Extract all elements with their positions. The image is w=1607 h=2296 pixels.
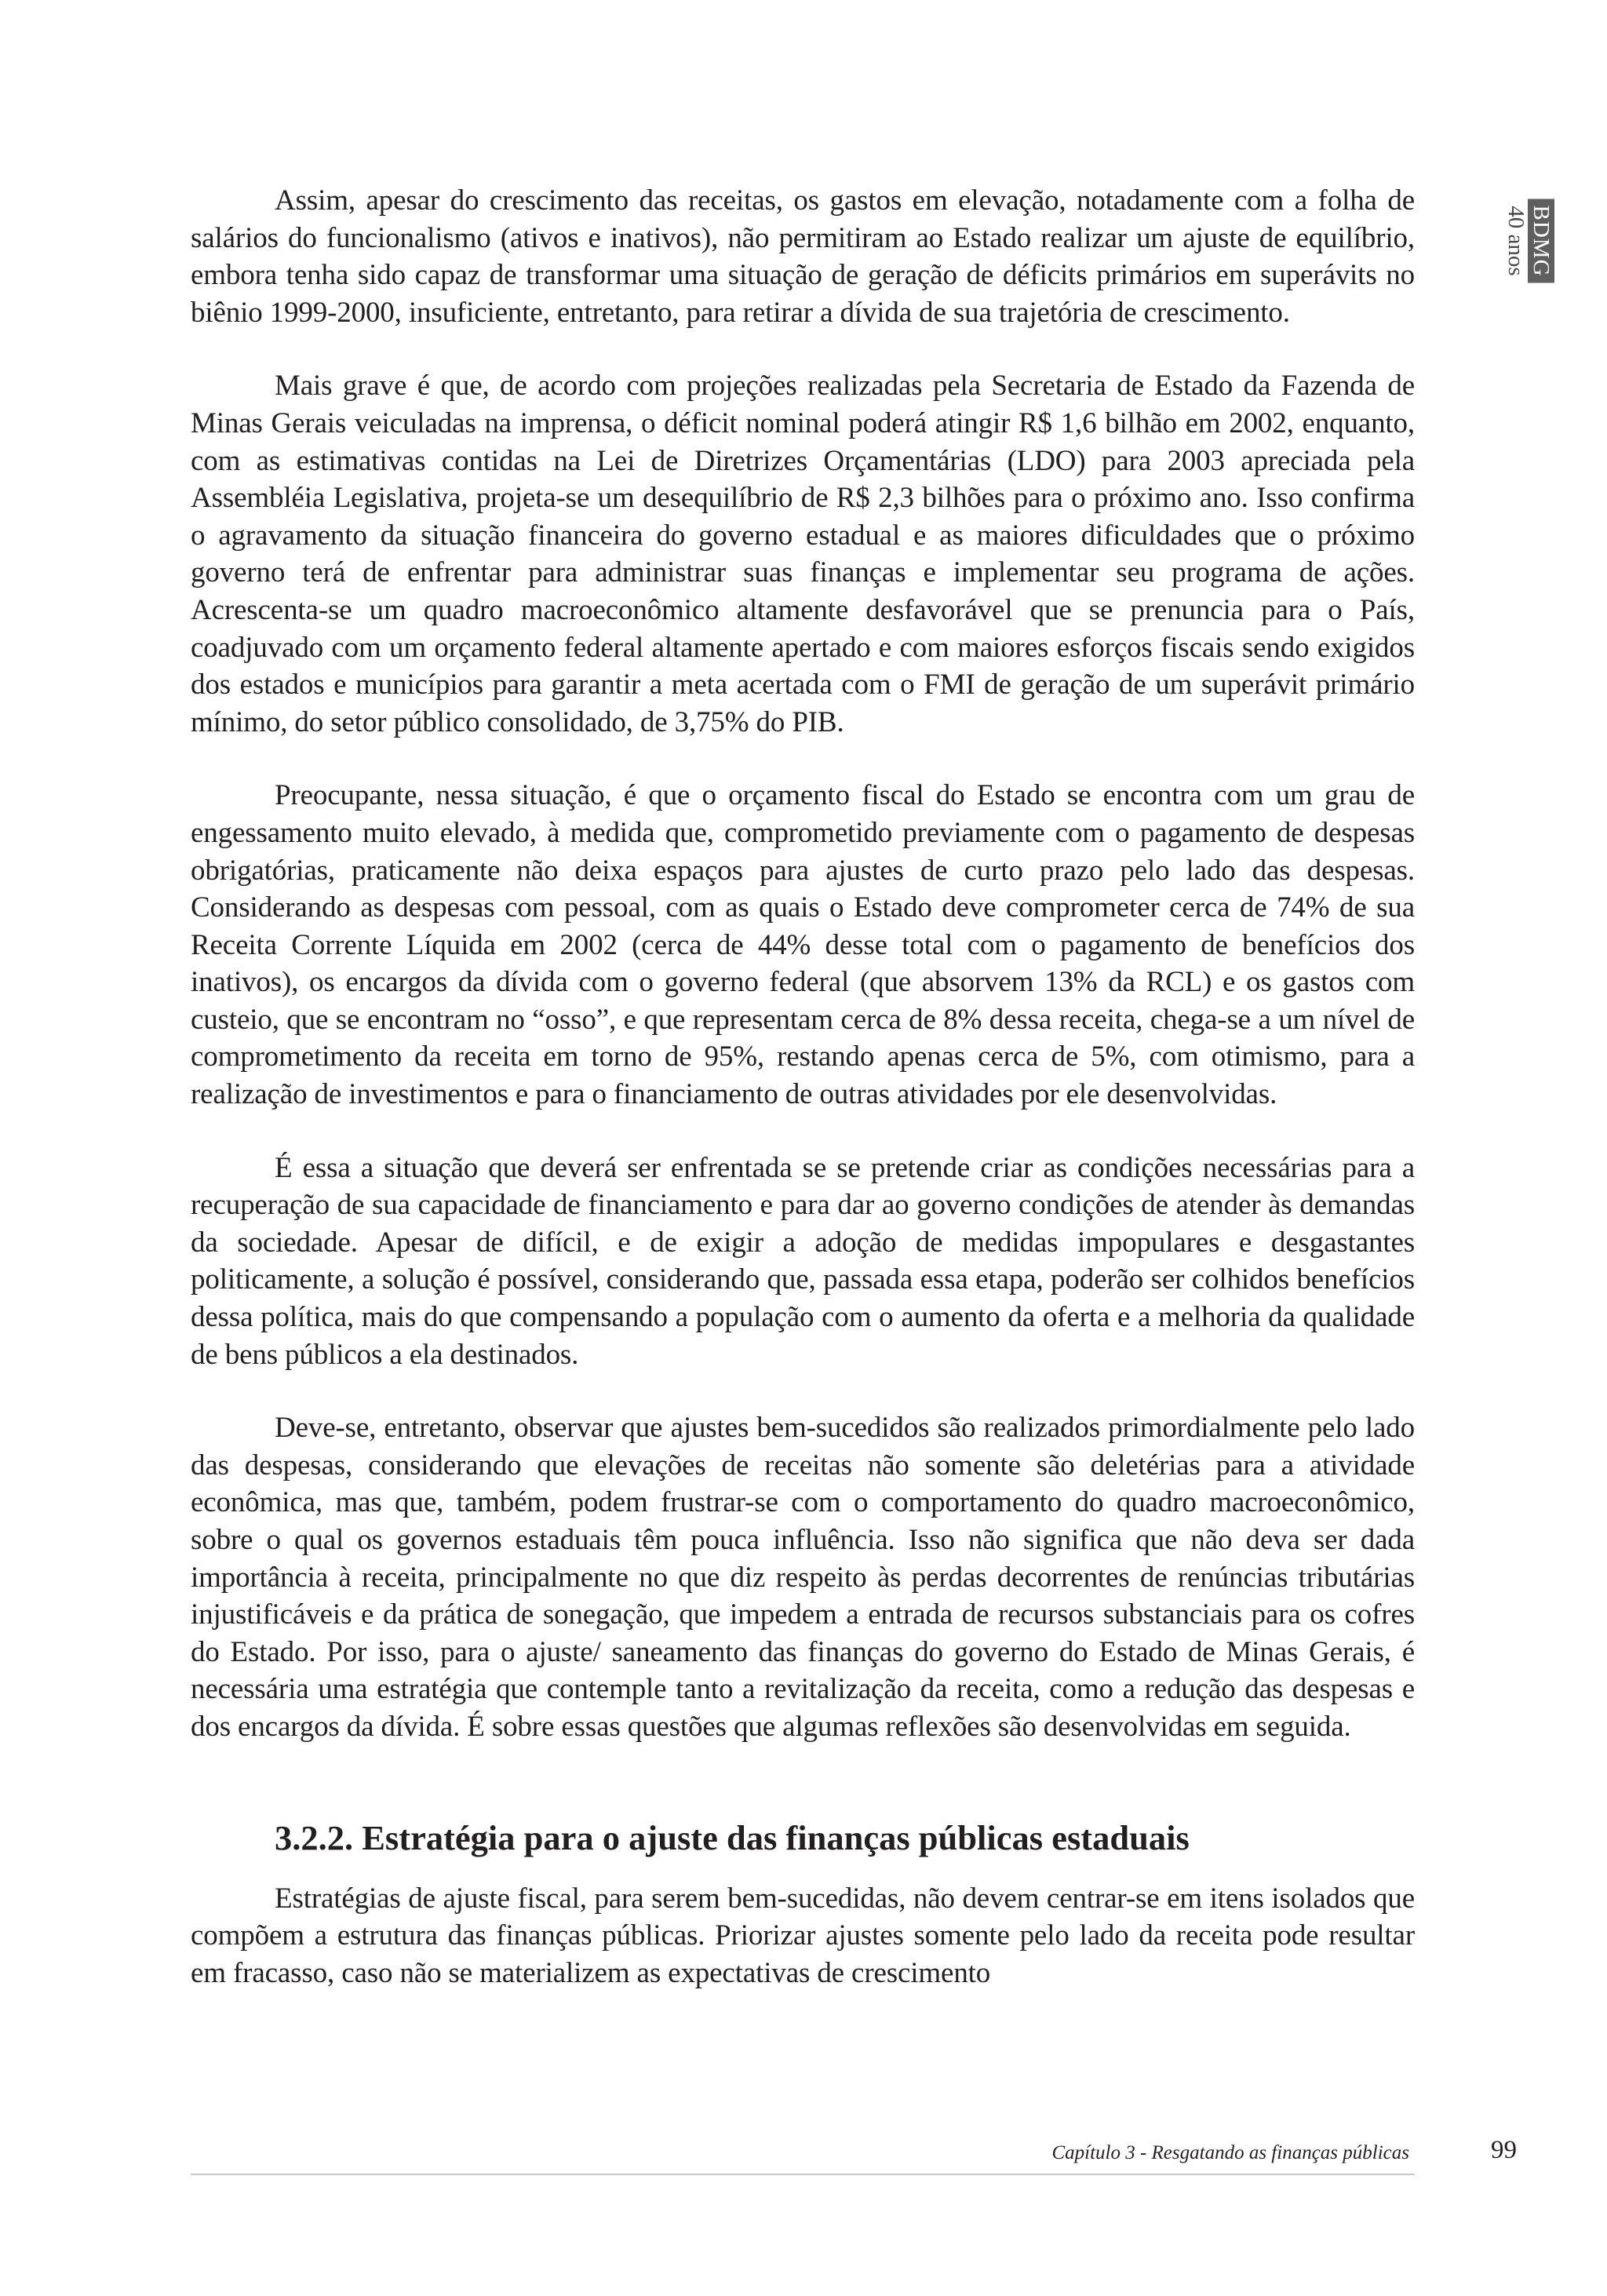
side-tab <box>1503 193 1568 289</box>
body-paragraph-4: É essa a situação que deverá ser enfrentada se se pretende criar as condições necessárias para a recuperação de sua capacidade de financiamento e para dar ao governo condições de atender às demandas da sociedade. Apesar de difícil, e de exigir a adoção de medidas impopulares e desgastantes politicamente, a solução é possível, considerando que, passada essa etapa, poderão ser colhidos benefícios dessa política, mais do que compensando a população com o aumento da oferta e a melhoria da qualidade de bens públicos a ela destinados. <box>191 1151 1415 1371</box>
footer-caption: Capítulo 3 - Resgatando as finanças públicas <box>1051 2142 1409 2163</box>
body-paragraph-5: Deve-se, entretanto, observar que ajustes bem-sucedidos são realizados primordialmente pelo lado das despesas, considerando que elevações de receitas não somente são deletérias para a atividade econômica, mas que, também, podem frustrar-se com o comportamento do quadro macroeconômico, sobre o qual os governos estaduais têm pouca influência. Isso não significa que não deva ser dada importância à receita, principalmente no que diz respeito às perdas decorrentes de renúncias tributárias injustificáveis e da prática de sonegação, que impedem a entrada de recursos substanciais para os cofres do Estado. Por isso, para o ajuste/ saneamento das finanças do governo do Estado de Minas Gerais, é necessária uma estratégia que contemple tanto a revitalização da receita, como a redução das despesas e dos encargos da dívida. É sobre essas questões que algumas reflexões são desenvolvidas em seguida. <box>191 1412 1415 1743</box>
body-paragraph-2: Mais grave é que, de acordo com projeções realizadas pela Secretaria de Estado da Fazenda de Minas Gerais veiculadas na imprensa, o déficit nominal poderá atingir R$ 1,6 bilhão em 2002, enquanto, com as estimativas contidas na Lei de Diretrizes Orçamentárias (LDO) para 2003 apreciada pela Assembléia Legislativa, projeta-se um desequilíbrio de R$ 2,3 bilhões para o próximo ano. Isso confirma o agravamento da situação financeira do governo estadual e as maiores dificuldades que o próximo governo terá de enfrentar para administrar suas finanças e implementar seu programa de ações. Acrescenta-se um quadro macroeconômico altamente desfavorável que se prenuncia para o País, coadjuvado com um orçamento federal altamente apertado e com maiores esforços fiscais sendo exigidos dos estados e municípios para garantir a meta acertada com o FMI de geração de um superávit primário mínimo, do setor público consolidado, de 3,75% do PIB. <box>191 370 1415 738</box>
section-paragraph: Estratégias de ajuste fiscal, para serem bem-sucedidas, não devem centrar-se em itens isolados que compõem a estrutura das finanças públicas. Priorizar ajustes somente pelo lado da receita pode resultar em fracasso, caso não se materializem as expectativas de crescimento <box>191 1882 1415 1989</box>
side-tab-brand: BDMG <box>1528 199 1554 282</box>
footer-divider <box>191 2174 1415 2175</box>
side-tab-box <box>1503 193 1568 289</box>
page-body <box>191 182 1415 1992</box>
body-paragraph-3: Preocupante, nessa situação, é que o orçamento fiscal do Estado se encontra com um grau de engessamento muito elevado, à medida que, comprometido previamente com o pagamento de despesas obrigatórias, praticamente não deixa espaços para ajustes de curto prazo pelo lado das despesas. Considerando as despesas com pessoal, com as quais o Estado deve comprometer cerca de 74% de sua Receita Corrente Líquida em 2002 (cerca de 44% desse total com o pagamento de benefícios dos inativos), os encargos da dívida com o governo federal (que absorvem 13% da RCL) e os gastos com custeio, que se encontram no “osso”, e que representam cerca de 8% dessa receita, chega-se a um nível de comprometimento da receita em torno de 95%, restando apenas cerca de 5%, com otimismo, para a realização de investimentos e para o financiamento de outras atividades por ele desenvolvidas. <box>191 779 1415 1111</box>
section-heading: 3.2.2. Estratégia para o ajuste das finanças públicas estaduais <box>275 1817 1190 1857</box>
side-tab-years: 40 anos <box>1503 206 1529 276</box>
page-number: 99 <box>1491 2136 1517 2164</box>
body-paragraph-1: Assim, apesar do crescimento das receitas, os gastos em elevação, notadamente com a folha de salários do funcionalismo (ativos e inativos), não permitiram ao Estado realizar um ajuste de equilíbrio, embora tenha sido capaz de transformar uma situação de geração de déficits primários em superávits no biênio 1999-2000, insuficiente, entretanto, para retirar a dívida de sua trajetória de crescimento. <box>191 184 1415 329</box>
